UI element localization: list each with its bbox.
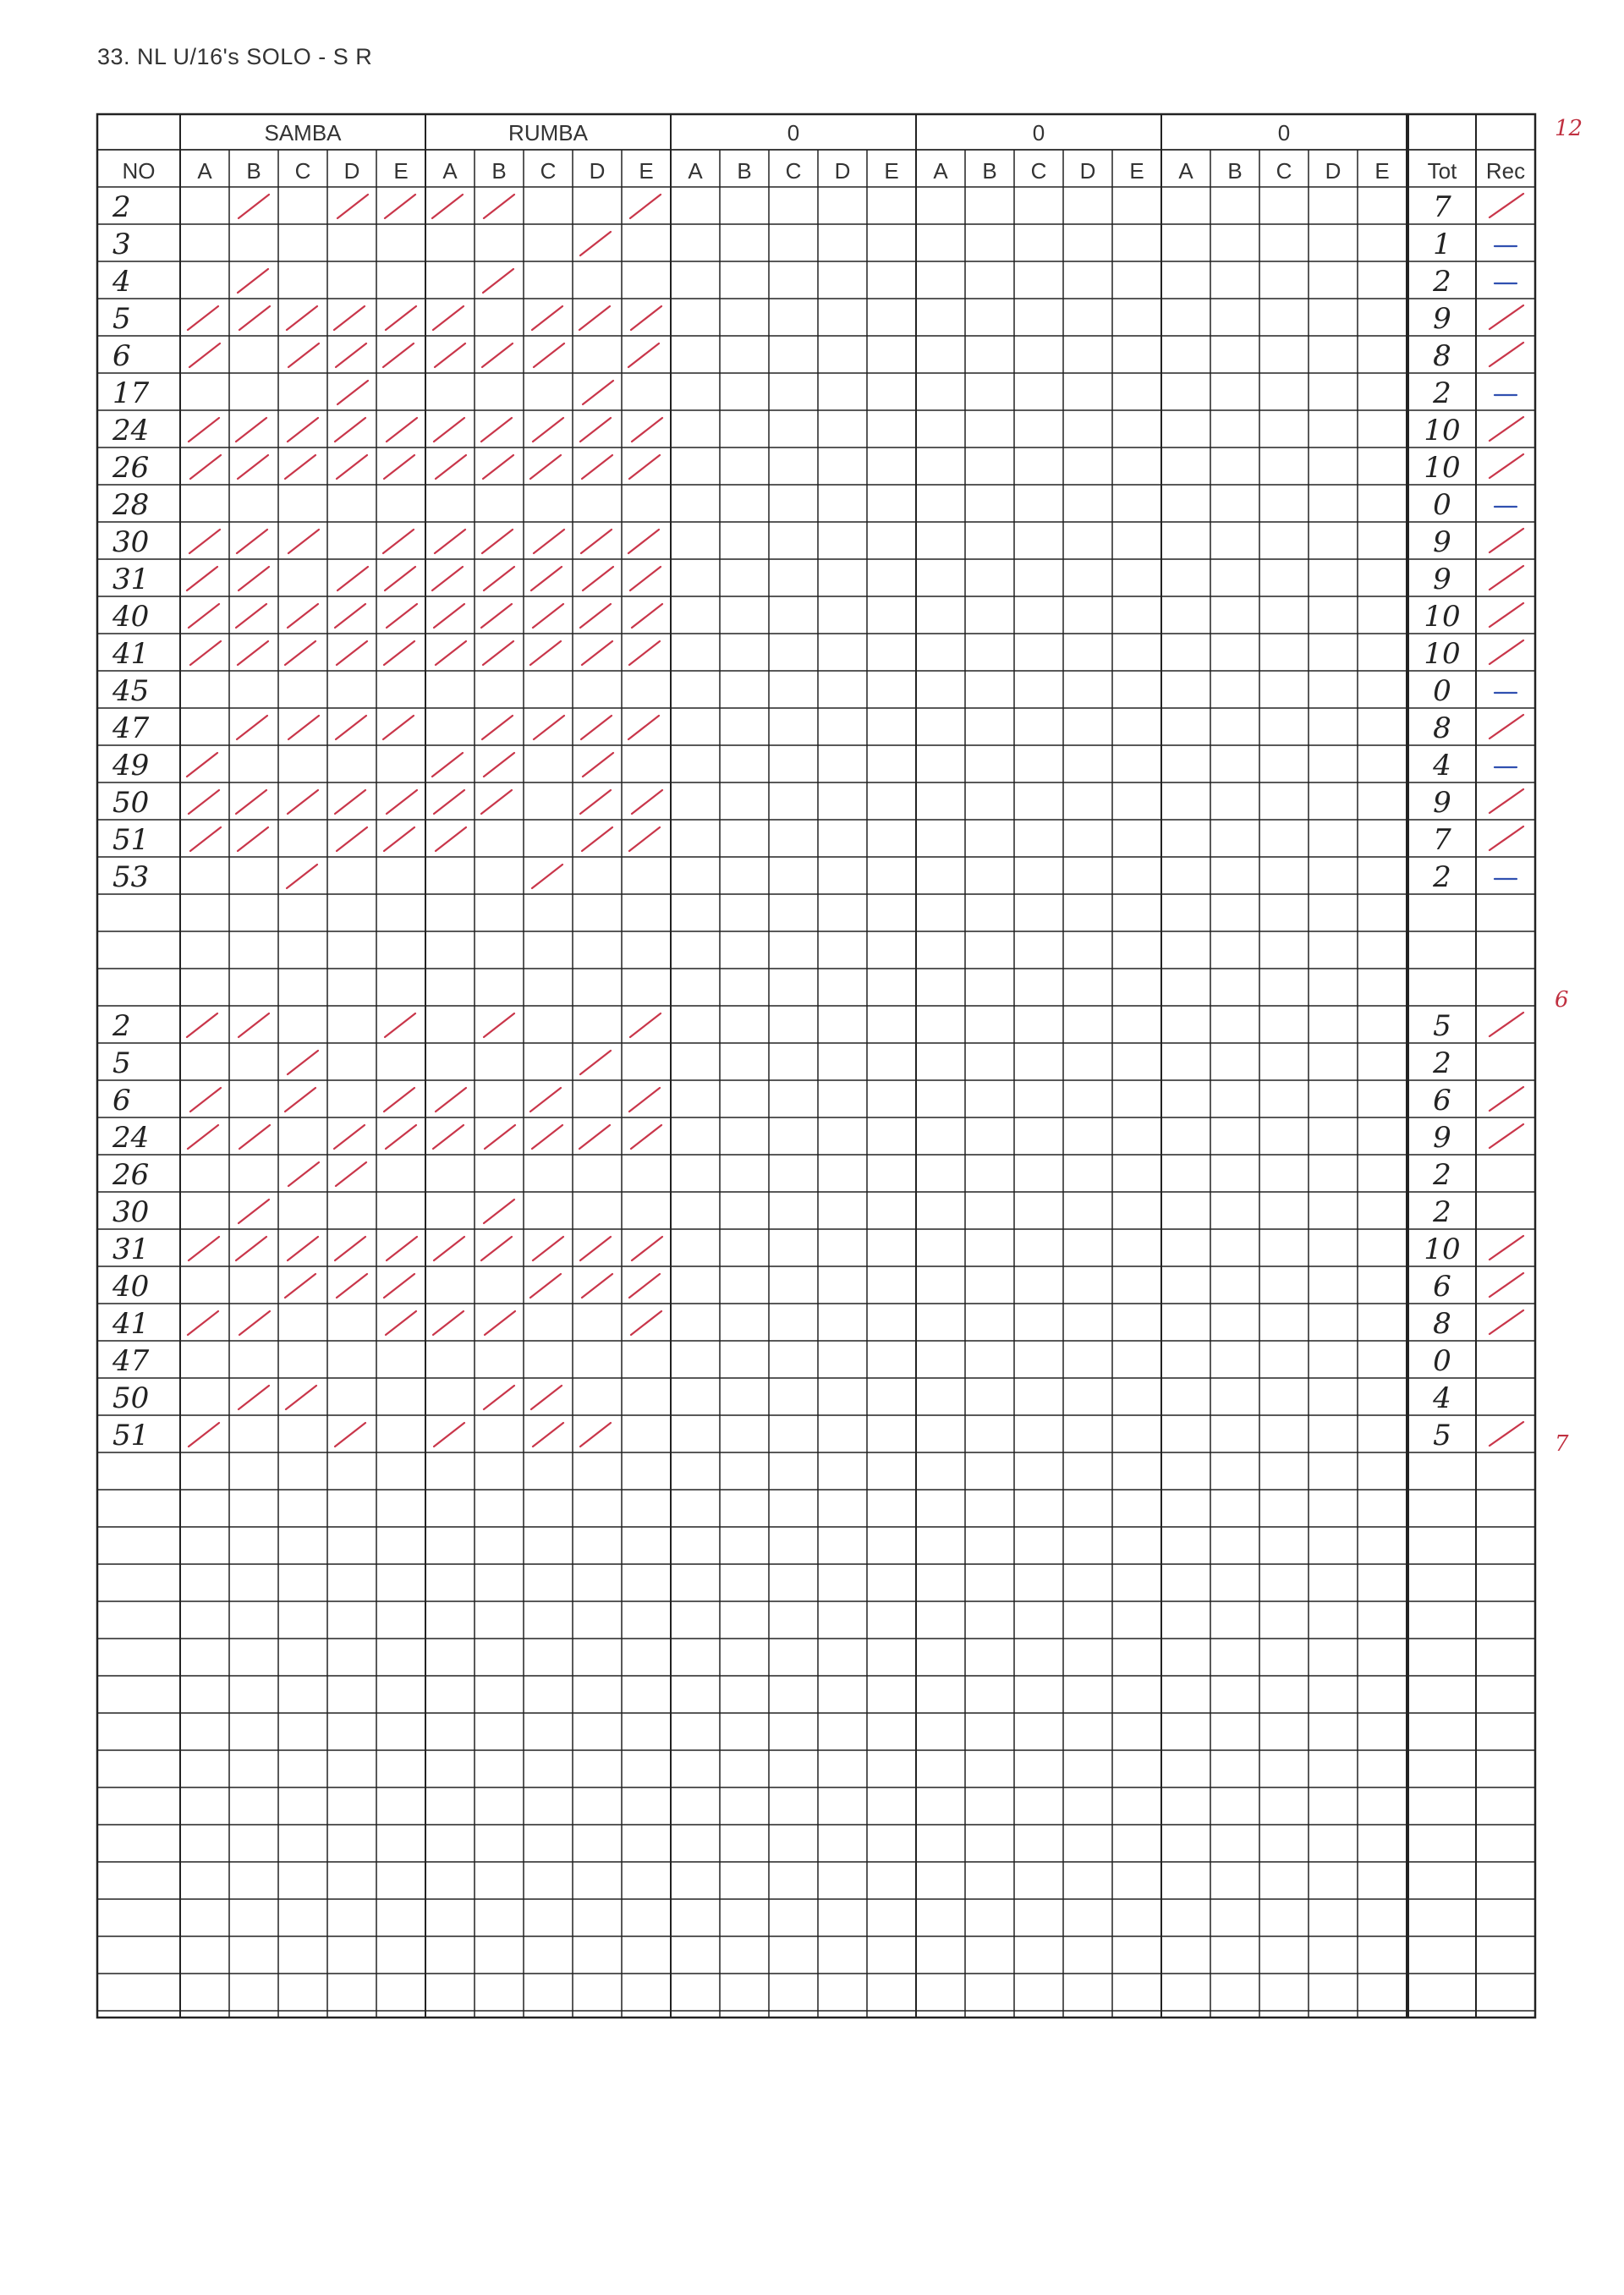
tick-mark <box>531 1386 562 1409</box>
rec-tick-mark <box>1490 1124 1523 1148</box>
tick-mark <box>434 418 464 442</box>
tick-mark <box>386 306 416 330</box>
rec-tick-mark <box>1490 305 1523 329</box>
section2-competitor-no: 31 <box>112 1233 150 1266</box>
section1-competitor-no: 3 <box>112 228 131 261</box>
tick-mark <box>288 530 319 553</box>
sub-header: D <box>834 158 851 184</box>
tick-mark <box>580 1423 611 1447</box>
section1-competitor-no: 4 <box>112 265 131 299</box>
tick-mark <box>387 1237 417 1260</box>
section1-competitor-no: 6 <box>112 339 131 373</box>
tick-mark <box>436 455 466 479</box>
section2-competitor-no: 2 <box>112 1009 131 1043</box>
tick-mark <box>484 1200 514 1223</box>
section1-competitor-no: 47 <box>112 711 150 745</box>
tick-mark <box>483 455 513 479</box>
tick-mark <box>632 790 662 814</box>
section1-competitor-no: 30 <box>112 525 150 559</box>
tick-mark <box>336 1162 366 1186</box>
tick-mark <box>632 1237 662 1260</box>
tick-mark <box>629 1274 660 1298</box>
tick-mark <box>188 306 218 330</box>
section2-total: 2 <box>1433 1046 1451 1080</box>
group-header: 0 <box>787 120 800 145</box>
tick-mark <box>336 716 366 739</box>
sub-header: A <box>933 158 948 184</box>
section1-competitor-no: 17 <box>112 376 150 410</box>
sub-header: B <box>246 158 261 184</box>
tick-mark <box>532 1125 562 1149</box>
section2-total: 5 <box>1433 1009 1451 1043</box>
tick-mark <box>436 1088 466 1112</box>
tick-mark <box>433 1125 464 1149</box>
sub-header: C <box>785 158 802 184</box>
tick-mark <box>335 790 365 814</box>
section2-competitor-no: 47 <box>112 1344 150 1378</box>
section1-total: 10 <box>1424 451 1461 485</box>
tick-mark <box>236 790 266 814</box>
tick-mark <box>483 269 513 293</box>
tick-mark <box>285 1274 315 1298</box>
tick-mark <box>384 455 414 479</box>
section2-total: 2 <box>1433 1158 1451 1192</box>
tick-mark <box>485 1311 515 1335</box>
tick-mark <box>288 1162 319 1186</box>
rec-tick-mark <box>1490 194 1523 217</box>
tick-mark <box>531 567 562 590</box>
tick-mark <box>533 418 563 442</box>
section1-competitor-no: 2 <box>112 190 131 224</box>
tick-mark <box>385 567 415 590</box>
tick-mark <box>337 567 368 590</box>
tick-mark <box>286 1386 316 1409</box>
section1-total: 10 <box>1424 414 1461 447</box>
tick-mark <box>432 195 463 218</box>
tick-mark <box>632 418 662 442</box>
tick-mark <box>190 827 221 851</box>
tick-mark <box>239 1386 269 1409</box>
sub-header: A <box>688 158 703 184</box>
tick-mark <box>532 865 562 888</box>
section1-competitor-no: 31 <box>112 563 150 596</box>
tick-mark <box>484 1013 514 1037</box>
section1-total: 2 <box>1433 265 1451 299</box>
rec-tick-mark <box>1490 640 1523 664</box>
section1-total: 0 <box>1433 674 1451 708</box>
tick-mark <box>188 1125 218 1149</box>
sub-header: C <box>1030 158 1047 184</box>
tick-mark <box>582 827 612 851</box>
section1-competitor-no: 5 <box>112 302 131 336</box>
sub-header: D <box>1079 158 1096 184</box>
tick-mark <box>534 530 564 553</box>
tot-header: Tot <box>1427 158 1457 184</box>
tick-mark <box>580 604 611 628</box>
section1-competitor-no: 51 <box>112 823 150 857</box>
tick-mark <box>436 827 466 851</box>
tick-mark <box>484 195 514 218</box>
tick-mark <box>579 1125 610 1149</box>
tick-mark <box>434 1237 464 1260</box>
margin-notes <box>1555 116 1583 1457</box>
tick-mark <box>337 827 367 851</box>
rec-tick-mark <box>1490 1087 1523 1111</box>
tick-mark <box>287 306 317 330</box>
margin-note: 7 <box>1555 1431 1569 1457</box>
section2-competitor-no: 40 <box>112 1270 150 1304</box>
tick-mark <box>387 418 417 442</box>
sub-header: E <box>1129 158 1144 184</box>
tick-mark <box>532 306 562 330</box>
sub-header: C <box>294 158 311 184</box>
section1-competitor-no: 24 <box>112 414 150 447</box>
tick-mark <box>285 1088 315 1112</box>
tick-mark <box>484 567 514 590</box>
section1-competitor-no: 45 <box>112 674 150 708</box>
sub-header: E <box>884 158 899 184</box>
section1-competitor-no: 40 <box>112 600 150 634</box>
tick-mark <box>334 306 365 330</box>
tick-mark <box>189 604 219 628</box>
tick-mark <box>288 790 318 814</box>
tick-mark <box>187 1013 217 1037</box>
tick-mark <box>288 1051 318 1074</box>
tick-mark <box>238 827 268 851</box>
section1-total: 8 <box>1433 711 1451 745</box>
sub-header: E <box>1374 158 1390 184</box>
section2-total: 9 <box>1433 1121 1451 1155</box>
tick-mark <box>239 195 269 218</box>
tick-mark <box>237 530 267 553</box>
tick-mark <box>433 306 464 330</box>
rec-tick-mark <box>1490 826 1523 850</box>
section1-total: 10 <box>1424 637 1461 671</box>
tick-mark <box>629 827 660 851</box>
tick-mark <box>189 1423 219 1447</box>
section2-competitor-no: 41 <box>112 1307 150 1341</box>
section1-total: 9 <box>1433 302 1451 336</box>
section1-total: 9 <box>1433 525 1451 559</box>
section2-total: 4 <box>1433 1381 1451 1415</box>
tick-mark <box>631 306 661 330</box>
tick-mark <box>334 1125 365 1149</box>
sub-header: E <box>393 158 409 184</box>
tick-mark <box>628 343 659 367</box>
tick-mark <box>335 418 365 442</box>
tick-mark <box>581 716 612 739</box>
section2-total: 6 <box>1433 1084 1451 1117</box>
tick-mark <box>189 790 219 814</box>
tick-mark <box>335 1423 365 1447</box>
rec-tick-mark <box>1490 1273 1523 1297</box>
section2-competitor-no: 30 <box>112 1195 150 1229</box>
tick-mark <box>533 1237 563 1260</box>
tick-mark <box>534 343 564 367</box>
sub-header: B <box>982 158 997 184</box>
tick-mark <box>583 753 613 777</box>
tick-mark <box>337 641 367 665</box>
tick-mark <box>288 418 318 442</box>
tick-mark <box>236 1237 266 1260</box>
group-header: RUMBA <box>508 120 588 145</box>
section1-total: 9 <box>1433 563 1451 596</box>
tick-mark <box>581 530 612 553</box>
tick-mark <box>285 455 315 479</box>
sub-header: B <box>491 158 507 184</box>
tick-mark <box>530 641 561 665</box>
tick-mark <box>337 1274 367 1298</box>
tick-mark <box>189 530 220 553</box>
section1-competitor-no: 26 <box>112 451 150 485</box>
section2-competitor-no: 26 <box>112 1158 150 1192</box>
tick-mark <box>631 1311 661 1335</box>
section2-total: 8 <box>1433 1307 1451 1341</box>
section2-total: 5 <box>1433 1419 1451 1452</box>
sub-header: A <box>197 158 212 184</box>
tick-mark <box>239 1125 270 1149</box>
rec-tick-mark <box>1490 603 1523 627</box>
tick-mark <box>435 530 465 553</box>
tick-mark <box>482 530 513 553</box>
tick-mark <box>436 641 466 665</box>
group-header: SAMBA <box>264 120 342 145</box>
tick-mark <box>630 567 661 590</box>
tick-mark <box>481 604 512 628</box>
tick-mark <box>239 1311 270 1335</box>
tick-mark <box>580 1051 611 1074</box>
tick-mark <box>580 418 611 442</box>
tick-mark <box>434 604 464 628</box>
sub-header: B <box>737 158 752 184</box>
tick-mark <box>630 195 661 218</box>
group-header: 0 <box>1032 120 1045 145</box>
tick-mark <box>582 1274 612 1298</box>
section1-total: 2 <box>1433 860 1451 894</box>
tick-mark <box>481 790 512 814</box>
rec-tick-mark <box>1490 454 1523 478</box>
tick-mark <box>288 716 319 739</box>
tick-mark <box>238 455 268 479</box>
tick-mark <box>629 455 660 479</box>
section1-total: 2 <box>1433 376 1451 410</box>
section1-competitor-no: 41 <box>112 637 150 671</box>
margin-note: 6 <box>1555 987 1569 1013</box>
tick-mark <box>189 418 219 442</box>
tick-mark <box>629 1088 660 1112</box>
rec-tick-mark <box>1490 343 1523 366</box>
tick-mark <box>579 306 610 330</box>
tick-mark <box>482 716 513 739</box>
tick-mark <box>530 455 561 479</box>
sub-header: A <box>1178 158 1193 184</box>
no-header: NO <box>122 158 156 184</box>
tick-mark <box>482 343 513 367</box>
tick-mark <box>190 1088 221 1112</box>
tick-mark <box>337 455 367 479</box>
tick-mark <box>335 604 365 628</box>
section2-competitor-no: 50 <box>112 1381 150 1415</box>
tick-mark <box>583 381 613 404</box>
rec-tick-mark <box>1490 529 1523 552</box>
grid-border <box>97 114 1535 2018</box>
section1-competitor-no: 50 <box>112 786 150 820</box>
page-title: 33. NL U/16's SOLO - S R <box>97 44 373 69</box>
tick-mark <box>484 1386 514 1409</box>
rec-tick-mark <box>1490 1013 1523 1036</box>
tick-mark <box>484 753 514 777</box>
rec-tick-mark <box>1490 1236 1523 1260</box>
tick-mark <box>387 604 417 628</box>
rec-tick-mark <box>1490 789 1523 813</box>
tick-mark <box>187 753 217 777</box>
tick-mark <box>236 604 266 628</box>
rec-tick-mark <box>1490 566 1523 590</box>
section2-total: 10 <box>1424 1233 1461 1266</box>
tick-mark <box>434 1423 464 1447</box>
tick-mark <box>238 641 268 665</box>
tick-mark <box>190 641 221 665</box>
tick-mark <box>632 604 662 628</box>
section2-total: 6 <box>1433 1270 1451 1304</box>
tick-mark <box>384 1274 414 1298</box>
tick-mark <box>288 1237 318 1260</box>
tick-mark <box>583 567 613 590</box>
group-header: 0 <box>1277 120 1291 145</box>
rec-header: Rec <box>1485 158 1526 184</box>
tick-mark <box>434 790 464 814</box>
tick-mark <box>336 343 366 367</box>
tick-mark <box>383 530 414 553</box>
tick-mark <box>189 343 220 367</box>
tick-mark <box>628 716 659 739</box>
rec-tick-mark <box>1490 1422 1523 1446</box>
tick-mark <box>188 1311 218 1335</box>
tick-mark <box>432 753 463 777</box>
sub-header: D <box>589 158 606 184</box>
section1-total: 0 <box>1433 488 1451 522</box>
tick-mark <box>238 269 268 293</box>
tick-mark <box>384 827 414 851</box>
section2-competitor-no: 51 <box>112 1419 150 1452</box>
score-grid <box>97 114 1535 2018</box>
tick-mark <box>287 865 317 888</box>
tick-mark <box>239 1200 269 1223</box>
tick-mark <box>335 1237 365 1260</box>
tick-mark <box>386 1311 416 1335</box>
tick-mark <box>384 641 414 665</box>
tick-mark <box>387 790 417 814</box>
tick-mark <box>631 1125 661 1149</box>
sub-header: C <box>1276 158 1292 184</box>
tick-mark <box>628 530 659 553</box>
tick-mark <box>239 567 269 590</box>
tick-mark <box>630 1013 661 1037</box>
tick-mark <box>533 1423 563 1447</box>
tick-mark <box>384 1088 414 1112</box>
section2-competitor-no: 24 <box>112 1121 150 1155</box>
tick-mark <box>481 1237 512 1260</box>
section1-total: 10 <box>1424 600 1461 634</box>
tick-mark <box>582 641 612 665</box>
tick-mark <box>435 343 465 367</box>
tick-mark <box>288 604 318 628</box>
section1-competitor-no: 49 <box>112 749 150 782</box>
rec-tick-mark <box>1490 715 1523 738</box>
tick-mark <box>481 418 512 442</box>
tick-mark <box>337 195 368 218</box>
tick-mark <box>530 1274 561 1298</box>
sub-header: C <box>540 158 557 184</box>
section1-total: 4 <box>1433 749 1451 782</box>
tick-mark <box>580 1237 611 1260</box>
tick-mark <box>239 1013 269 1037</box>
tick-mark <box>383 716 414 739</box>
tick-mark <box>187 567 217 590</box>
section2-competitor-no: 6 <box>112 1084 131 1117</box>
rec-tick-mark <box>1490 1310 1523 1334</box>
tick-mark <box>385 195 415 218</box>
tick-mark <box>534 716 564 739</box>
section1-total: 9 <box>1433 786 1451 820</box>
sub-header: B <box>1227 158 1243 184</box>
tick-mark <box>236 418 266 442</box>
tick-mark <box>288 343 319 367</box>
margin-note: 12 <box>1555 116 1583 141</box>
rec-tick-mark <box>1490 417 1523 441</box>
section1-total: 1 <box>1433 228 1451 261</box>
section1-total: 7 <box>1433 823 1451 857</box>
section1-total: 7 <box>1433 190 1451 224</box>
tick-mark <box>285 641 315 665</box>
tick-mark <box>190 455 221 479</box>
section2-total: 2 <box>1433 1195 1451 1229</box>
tick-mark <box>483 641 513 665</box>
tick-mark <box>337 381 368 404</box>
sub-header: E <box>639 158 654 184</box>
tick-mark <box>189 1237 219 1260</box>
tick-mark <box>580 232 611 255</box>
tick-mark <box>386 1125 416 1149</box>
sub-header: D <box>343 158 360 184</box>
sub-header: D <box>1325 158 1341 184</box>
section2-total: 0 <box>1433 1344 1451 1378</box>
tick-mark <box>580 790 611 814</box>
section1-competitor-no: 28 <box>112 488 150 522</box>
section2-competitor-no: 5 <box>112 1046 131 1080</box>
tick-mark <box>432 567 463 590</box>
tick-mark <box>629 641 660 665</box>
section1-total: 8 <box>1433 339 1451 373</box>
tick-mark <box>433 1311 464 1335</box>
sub-header: A <box>442 158 458 184</box>
tick-mark <box>485 1125 515 1149</box>
tick-mark <box>237 716 267 739</box>
tick-mark <box>533 604 563 628</box>
tick-mark <box>530 1088 561 1112</box>
tick-mark <box>385 1013 415 1037</box>
tick-mark <box>383 343 414 367</box>
tick-mark <box>239 306 270 330</box>
section1-competitor-no: 53 <box>112 860 150 894</box>
tick-mark <box>582 455 612 479</box>
